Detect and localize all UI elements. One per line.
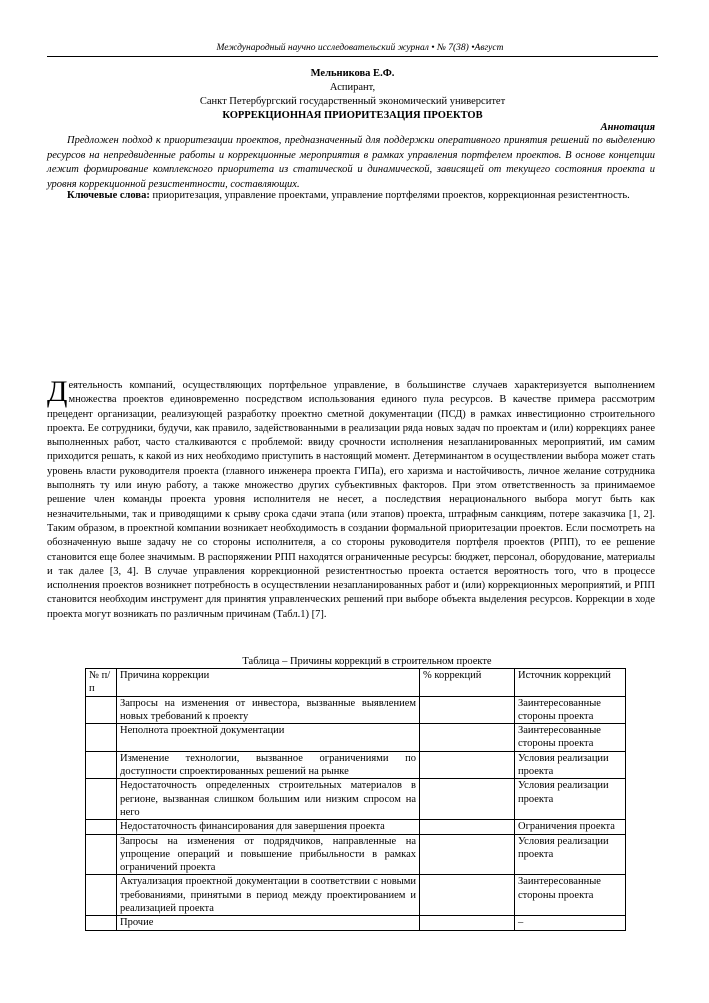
row-cause-cell: Запросы на изменения от подрядчиков, направленные на упрощение операций и повышение прибыльности в рамках ограничений проекта bbox=[117, 834, 420, 875]
row-source-cell: Заинтересованные стороны проекта bbox=[515, 696, 626, 724]
row-num-cell bbox=[86, 916, 117, 930]
row-num-cell bbox=[86, 834, 117, 875]
table-row bbox=[86, 779, 626, 820]
row-source-cell: Заинтересованные стороны проекта bbox=[515, 875, 626, 916]
journal-header: Международный научно исследовательский журнал • № 7(38) •Август bbox=[216, 43, 504, 53]
row-percent-cell bbox=[420, 834, 515, 875]
body-text bbox=[47, 375, 655, 622]
paper-title: КОРРЕКЦИОННАЯ ПРИОРИТЕЗАЦИЯ ПРОЕКТОВ bbox=[222, 110, 483, 121]
row-num-cell bbox=[86, 820, 117, 834]
keywords bbox=[47, 189, 655, 204]
row-percent-cell bbox=[420, 779, 515, 820]
table-row bbox=[86, 916, 626, 930]
row-cause-cell: Недостаточность финансирования для завершения проекта bbox=[117, 820, 420, 834]
row-cause-cell: Изменение технологии, вызванное ограничениями по доступности спроектированных решений на рынке bbox=[117, 751, 420, 779]
row-percent-cell bbox=[420, 875, 515, 916]
corrections-table bbox=[85, 668, 626, 931]
row-num-cell bbox=[86, 779, 117, 820]
row-cause-cell: Актуализация проектной документации в соответствии с новыми требованиями, принятыми в период между проектированием и реализацией проекта bbox=[117, 875, 420, 916]
table-header-row bbox=[86, 669, 626, 697]
row-source-cell: Условия реализации проекта bbox=[515, 834, 626, 875]
row-cause-cell: Неполнота проектной документации bbox=[117, 724, 420, 752]
keywords-text: приоритезация, управление проектами, управление портфелями проектов, коррекционная резистентность. bbox=[149, 190, 630, 201]
author-position: Аспирант, bbox=[329, 82, 376, 93]
row-num-cell bbox=[86, 696, 117, 724]
row-source-cell: Ограничения проекта bbox=[515, 820, 626, 834]
header-rule bbox=[47, 56, 658, 57]
author-name: Мельникова Е.Ф. bbox=[310, 68, 395, 79]
header-cell-cause: Причина коррекции bbox=[117, 669, 420, 697]
annotation-label: Аннотация bbox=[600, 122, 655, 133]
row-percent-cell bbox=[420, 820, 515, 834]
table-row bbox=[86, 820, 626, 834]
table-row bbox=[86, 751, 626, 779]
row-cause-cell: Прочие bbox=[117, 916, 420, 930]
row-percent-cell bbox=[420, 916, 515, 930]
drop-cap: Д bbox=[47, 375, 68, 408]
row-source-cell: Заинтересованные стороны проекта bbox=[515, 724, 626, 752]
row-cause-cell: Запросы на изменения от инвестора, вызванные выявлением новых требований к проекту bbox=[117, 696, 420, 724]
row-source-cell: Условия реализации проекта bbox=[515, 751, 626, 779]
row-num-cell bbox=[86, 875, 117, 916]
row-source-cell: Условия реализации проекта bbox=[515, 779, 626, 820]
header-cell-num: № п/п bbox=[86, 669, 117, 697]
row-num-cell bbox=[86, 751, 117, 779]
abstract: Предложен подход к приоритезации проектов, предназначенный для поддержки оперативного принятия решений по выделению ресурсов на непредвиденные работы и коррекционные мероприятия в рамках управления портфелем проектов. В основе концепции лежит формирование комплексного приоритета из статической и динамической, зависящей от текущего состояния проекта и уровня коррекционной резистентности, составляющих. bbox=[47, 135, 655, 190]
row-percent-cell bbox=[420, 751, 515, 779]
table-row bbox=[86, 834, 626, 875]
body-paragraph: еятельность компаний, осуществляющих портфельное управление, в большинстве случаев характеризуется выполнением множества проектов единовременно посредством использования единого пула ресурсов. В качестве примера рассмотрим прецедент организации, реализующей разработку проектно сметной документации (ПСД) в рамках инвестиционно строительного проекта. Ее сотрудники, будучи, как правило, задействованными в реализации ряда новых задач по проектам и (или) коррекциях ранее выполненных работ, часто сталкиваются с проблемой: ввиду срочности исполнения незапланированных мероприятий, им самим приходится решать, к какой из них необходимо приступить в настоящий момент. Детерминантом в осуществлении выбора может стать уровень власти руководителя проекта (главного инженера проекта ГИПа), его харизма и настойчивость, личное желание сотрудника выполнять ту или иную работу, а также множество других субъективных факторов. При этом ответственность за принимаемое решение член команды проекта уровня исполнителя не несет, а последствия нерационального выбора могут быть как незначительными, так и приводящими к срыву срока сдачи этапа (или этапов) проекта, штрафным санкциям, потере заказчика [1, 2]. Таким образом, в проектной компании возникает необходимость в создании формальной приоритезации проектов. Если посмотреть на обозначенную выше задачу не со стороны исполнителя, а со стороны руководителя портфеля проектов (РПП), то ее решение становится еще более значимым. В распоряжении РПП находятся ограниченные ресурсы: бюджет, персонал, оборудование, материалы и так далее [3, 4]. В случае управления коррекционной резистентностью проекта остается вероятность того, что в процессе исполнения проектов возникнет потребность в осуществлении незапланированных работ и (или) коррекционных мероприятий, и РПП становится необходим инструмент для принятия управленческих решений при выборе объекта выделения ресурсов. Коррекции в ходе проекта могут возникать по различным причинам (Табл.1) [7]. bbox=[47, 380, 655, 620]
table-caption: Таблица – Причины коррекций в строительном проекте bbox=[242, 656, 492, 667]
row-cause-cell: Недостаточность определенных строительных материалов в регионе, вызванная слишком большим или низким спросом на него bbox=[117, 779, 420, 820]
keywords-label: Ключевые слова: bbox=[67, 190, 150, 201]
row-percent-cell bbox=[420, 696, 515, 724]
row-percent-cell bbox=[420, 724, 515, 752]
author-affiliation: Санкт Петербургский государственный экономический университет bbox=[199, 96, 506, 107]
author-block bbox=[47, 67, 658, 123]
table-row bbox=[86, 696, 626, 724]
table-row bbox=[86, 724, 626, 752]
header-cell-percent: % коррекций bbox=[420, 669, 515, 697]
row-source-cell: – bbox=[515, 916, 626, 930]
table-row bbox=[86, 875, 626, 916]
row-num-cell bbox=[86, 724, 117, 752]
header-cell-source: Источник коррекций bbox=[515, 669, 626, 697]
